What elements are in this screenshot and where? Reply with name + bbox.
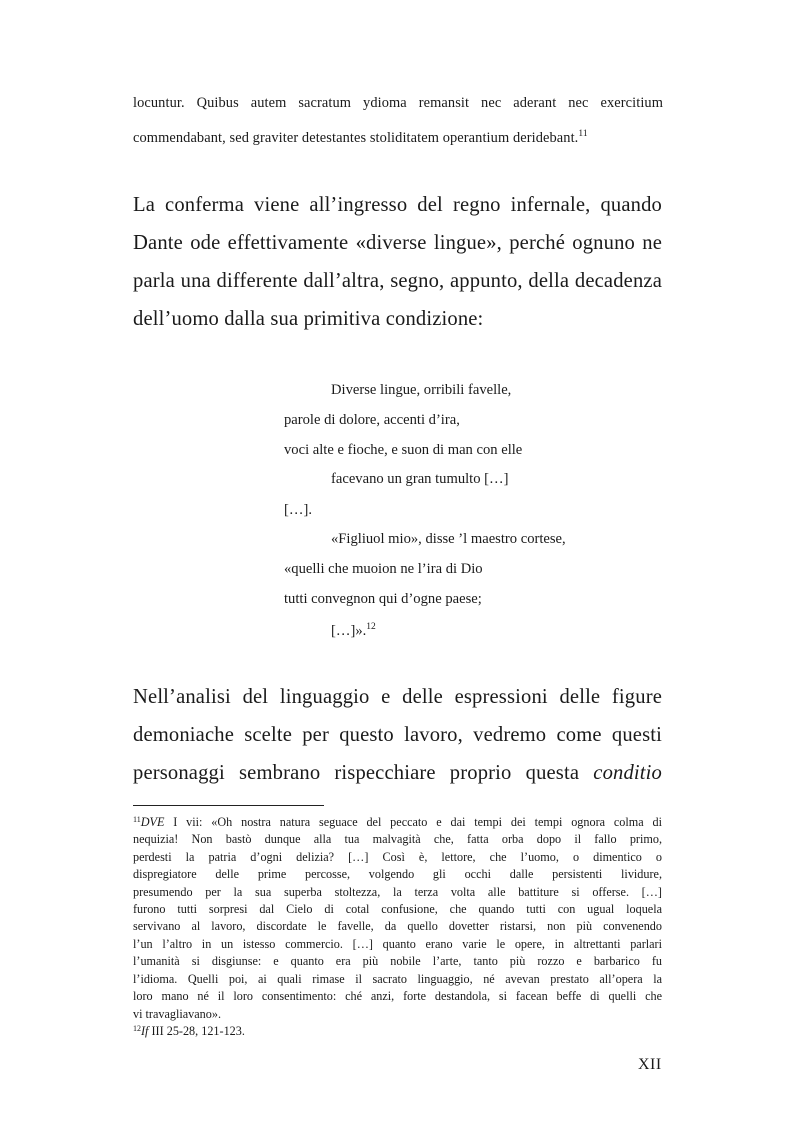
verse-line-1: Diverse lingue, orribili favelle, (331, 382, 512, 398)
footnote-11-source: DVE (140, 815, 165, 829)
footnote-12-mark: 12 (133, 1024, 141, 1033)
footnote-11-line-8: l’un l’altro in un istesso commercio. […] quanto erano varie le opere, in altrettanti parlari (133, 937, 662, 951)
footnote-11-line-3: perdesti la patria d’ogni delizia? […] Così è, lettore, che l’uomo, o dimentico o (133, 850, 662, 864)
footnote-12: $^{12}$If III 25-28, 121-123. (133, 1024, 245, 1038)
footnote-ref-12[interactable]: 12 (366, 622, 376, 632)
paragraph2-line-2: demoniache scelte per questo lavoro, vedremo come questi (133, 724, 662, 746)
footnote-11-line-11: loro mano né il loro consentimento: ché anzi, forte destandola, si facean beffe di quelli che (133, 989, 662, 1003)
verse-line-9: […]».$^{12}$ (331, 622, 376, 639)
verse-line-7: «quelli che muoion ne l’ira di Dio (284, 561, 483, 577)
footnote-11-line-12: vi travagliavano». (133, 1007, 221, 1021)
verse-line-5: […]. (284, 502, 312, 518)
latin-quote-line-1: locuntur. Quibus autem sacratum ydioma remansit nec aderant nec exercitium (133, 95, 663, 111)
paragraph2-line-3: personaggi sembrano rispecchiare proprio questa conditio (133, 762, 662, 784)
verse-line-4: facevano un gran tumulto […] (331, 471, 509, 487)
footnote-ref-11[interactable]: 11 (578, 129, 588, 139)
paragraph1-line-4: dell’uomo dalla sua primitiva condizione: (133, 308, 484, 330)
footnote-11-line-6: furono tutti sorpresi dal Cielo di cotal confusione, che quando tutti con ugual loquela (133, 902, 662, 916)
verse-line-6: «Figliuol mio», disse ’l maestro cortese, (331, 531, 566, 547)
paragraph1-line-1: La conferma viene all’ingresso del regno infernale, quando (133, 194, 662, 216)
footnote-11-line-10: l’idioma. Quelli poi, ai quali rimase il sacrato linguaggio, né avevan prestato all’opera la (133, 972, 662, 986)
footnote-11-line-9: l’umanità si disgiunse: e quanto era più nobile l’arte, tanto più rozzo e barbarico fu (133, 954, 662, 968)
verse-line-2: parole di dolore, accenti d’ira, (284, 412, 460, 428)
page-number: XII (638, 1056, 662, 1073)
footnote-12-source: If (141, 1024, 149, 1038)
footnote-11-line-1: $^{11}$DVE I vii: «Oh nostra natura seguace del peccato e dai tempi dei tempi ognora colma di (133, 815, 662, 829)
paragraph1-line-3: parla una differente dall’altra, segno, appunto, della decadenza (133, 270, 662, 292)
footnote-separator (133, 805, 324, 806)
paragraph2-line-1: Nell’analisi del linguaggio e delle espressioni delle figure (133, 686, 662, 708)
latin-quote-line-2: commendabant, sed graviter detestantes stoliditatem operantium deridebant.$^{11}$ (133, 129, 588, 146)
footnote-11-line-2: nequizia! Non bastò dunque alla tua malvagità che, fatta orba dopo il fallo primo, (133, 832, 662, 846)
paragraph1-line-2: Dante ode effettivamente «diverse lingue», perché ognuno ne (133, 232, 662, 254)
footnote-11-mark: 11 (133, 815, 141, 824)
verse-line-3: voci alte e fioche, e suon di man con elle (284, 442, 523, 458)
verse-line-8: tutti convegnon qui d’ogne paese; (284, 591, 482, 607)
footnote-11-line-5: presumendo per la sua superba stoltezza, la terza volta alle battiture si offerse. […] (133, 885, 662, 899)
footnote-11-line-7: servivano al lavoro, discordate le favelle, da quello dovetter ristarsi, non più convenendo (133, 919, 662, 933)
italic-word: conditio (593, 762, 662, 784)
footnote-11-line-4: dispregiatore delle prime percosse, volgendo gli occhi dalle persistenti lividure, (133, 867, 662, 881)
